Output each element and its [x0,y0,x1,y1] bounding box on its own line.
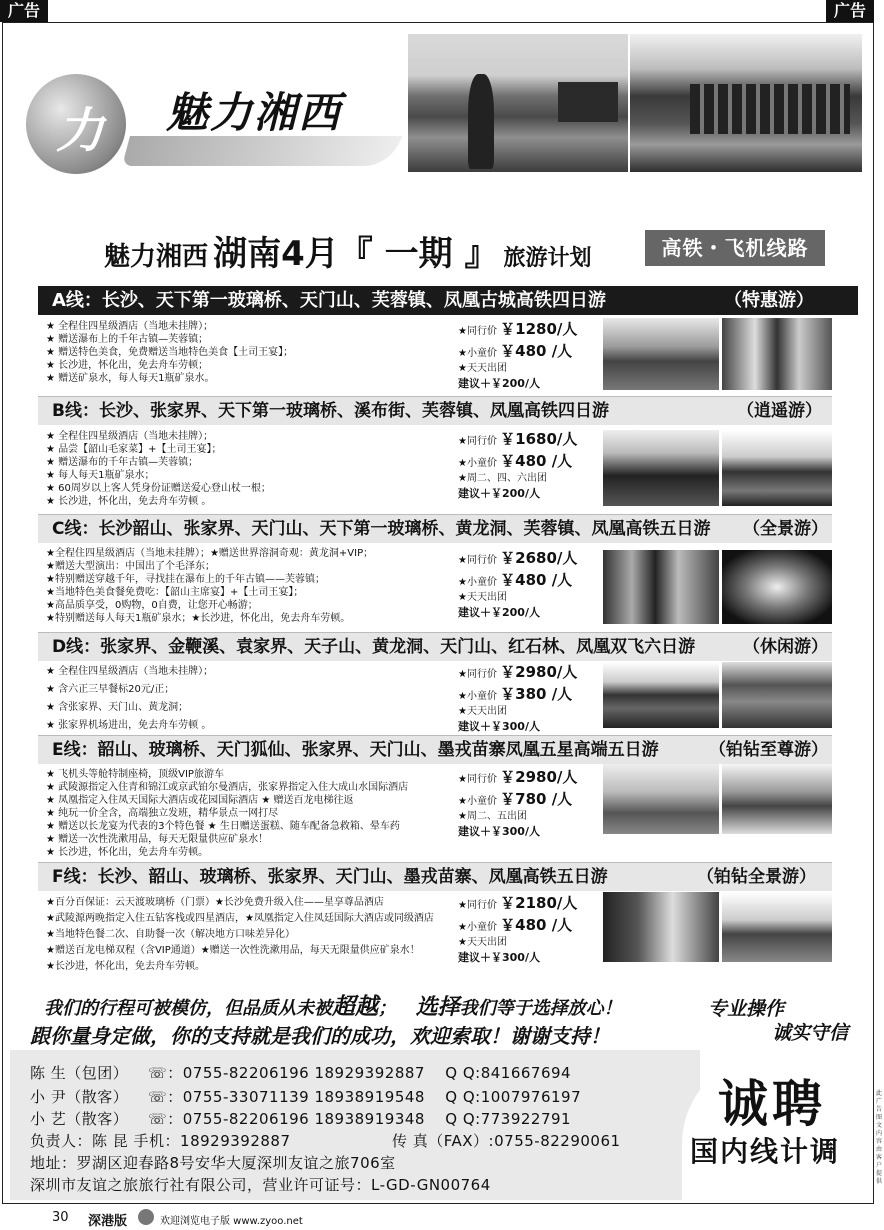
list-item: ★ 赠送一次性洗漱用品，每天无限量供应矿泉水！ [46,834,269,845]
departure: ★天天出团 [458,706,507,717]
route-b-photo-2 [722,430,832,506]
list-item: ★ 纯玩一价全含，高端独立发班，精华景点一网打尽 [46,808,279,819]
route-f-pricing [458,892,603,966]
list-item: ★ 60周岁以上客人凭身份证赠送爱心登山杖一根； [46,483,271,494]
phone-icon: ☏ [148,1110,168,1128]
peer-price: ￥2980/人 [500,768,578,786]
list-item: ★赠送大型演出：中国出了个毛泽东； [46,561,215,572]
route-e-features [46,768,456,859]
route-f-header [38,862,832,891]
slogan-line-2: 跟你量身定做，你的支持就是我们的成功，欢迎索取！谢谢支持！ [30,1024,610,1048]
list-item: ★武陵源两晚指定入住五钻客栈或四星酒店，★凤凰指定入住凤廷国际大酒店或同级酒店 [46,913,434,924]
list-item: ★ 含六正三早餐标20元/正； [46,684,175,695]
list-item: ★全程住四星级酒店（当地未挂牌）；★赠送世界溶洞奇观：黄龙洞+VIP； [46,548,374,559]
list-item: ★ 赠送矿泉水，每人每天1瓶矿泉水。 [46,373,215,384]
route-c-header [38,514,832,543]
slogan-honest: 诚实守信 [772,1022,849,1044]
child-price: ￥480 /人 [500,916,573,934]
suggested-price: 建议＋￥300/人 [458,951,540,964]
list-item: ★高品质享受，0购物，0自费，让您开心畅游； [46,600,258,611]
route-title: E线：韶山、玻璃桥、天门狐仙、张家界、天门山、墨戎苗寨凤凰五星高端五日游 [52,740,659,760]
headline-tail: 旅游计划 [503,246,592,271]
headline-main: 湖南4月『 一期 』 [213,234,499,274]
route-title: A线：长沙、天下第一玻璃桥、天门山、芙蓉镇、凤凰古城高铁四日游 [52,290,606,311]
departure: ★天天出团 [458,363,507,374]
ad-tag-right: 广告 [826,0,874,22]
slogan-emphasis: 超越 [332,994,378,1020]
slogan-professional: 专业操作 [708,998,785,1020]
list-item: ★ 全程住四星级酒店（当地未挂牌）； [46,321,214,332]
route-f-photo-2 [722,892,832,962]
contact-name: 小 尹（散客） [30,1088,129,1106]
contact-phones: ：0755-82206196 18938919348 [167,1110,425,1128]
peer-price: ￥1680/人 [500,430,578,448]
list-item: ★赠送百龙电梯双程（含VIP通道）★赠送一次性洗漱用品，每天无限量供应矿泉水！ [46,945,420,956]
child-price-label: ★小童价 [458,348,497,359]
route-a-features [46,320,456,385]
address: 地址：罗湖区迎春路8号安华大厦深圳友谊之旅706室 [30,1154,396,1172]
list-item: ★ 赠送特色美食，免费赠送当地特色美食【土司王宴】； [46,347,294,358]
route-c-photo-1 [603,550,719,624]
contact-row [30,1086,581,1107]
contact-phones: ：0755-33071139 18938919548 [167,1088,425,1106]
route-f-features [46,896,456,976]
route-a-pricing [458,318,603,392]
route-b-pricing [458,428,603,502]
child-price-label: ★小童价 [458,922,497,933]
route-b-photo-1 [603,430,719,506]
recruit-title: 诚聘 [718,1075,826,1133]
list-item: ★ 飞机头等舱特制座椅，顶级VIP旅游车 [46,769,224,780]
list-item: ★ 每人每天1瓶矿泉水； [46,470,155,481]
page-number: 30 [52,1210,69,1225]
route-tagline: （全景游） [743,519,828,539]
list-item: ★ 含张家界、天门山、黄龙洞； [46,702,189,713]
transport-badge: 高铁・飞机线路 [645,230,825,266]
list-item: ★ 长沙进，怀化出，免去舟车劳顿； [46,360,209,371]
departure: ★天天出团 [458,937,507,948]
list-item: ★ 张家界机场进出，免去舟车劳顿 。 [46,720,212,731]
route-e-photo-2 [722,764,832,834]
headline-brand: 魅力湘西 [104,242,209,272]
photo-fenghuang-town [630,34,862,172]
suggested-price: 建议＋￥200/人 [458,606,540,619]
side-note: 此广告图文内容由客户提供 [876,1090,883,1185]
route-b-features [46,430,456,508]
route-b-header [38,396,832,425]
list-item: ★当地特色餐二次、自助餐一次（解决地方口味差异化） [46,929,295,940]
contact-name: 小 艺（散客） [30,1110,129,1128]
child-price: ￥480 /人 [500,342,573,360]
list-item: ★百分百保证：云天渡玻璃桥（门票）★长沙免费升级入住——星享尊品酒店 [46,897,384,908]
peer-price-label: ★同行价 [458,900,497,911]
route-c-photo-2 [722,550,832,624]
peer-price-label: ★同行价 [458,669,497,680]
list-item: ★特别赠送每人每天1瓶矿泉水；★长沙进，怀化出，免去舟车劳顿。 [46,613,351,624]
manager-line: 负责人：陈 昆 手机：18929392887 [30,1132,291,1150]
route-tagline: （铂钻至尊游） [709,740,828,760]
child-price-label: ★小童价 [458,458,497,469]
peer-price: ￥1280/人 [500,320,578,338]
child-price: ￥780 /人 [500,790,573,808]
contact-qq: Q Q:773922791 [445,1110,572,1128]
list-item: ★ 品尝【韶山毛家菜】+【土司王宴】； [46,444,222,455]
route-f-photo-1 [603,892,719,962]
route-a-header [38,286,858,315]
recruit-position: 国内线计调 [690,1135,841,1168]
child-price: ￥380 /人 [500,685,573,703]
route-title: F线：长沙、韶山、玻璃桥、张家界、天门山、墨戎苗寨、凤凰高铁五日游 [52,867,608,887]
route-d-photo-1 [603,662,719,728]
list-item: ★ 全程住四星级酒店（当地未挂牌）； [46,666,214,677]
list-item: ★ 武陵源指定入住青和锦江或京武铂尔曼酒店，张家界指定入住大成山水国际酒店 [46,782,409,793]
peer-price-label: ★同行价 [458,555,497,566]
list-item: ★ 凤凰指定入住凤天国际大酒店或花园国际酒店 ★ 赠送百龙电梯往返 [46,795,354,806]
list-item: ★ 赠送以长龙宴为代表的3个特色餐 ★ 生日赠送蛋糕、随车配备急救箱、晕车药 [46,821,400,832]
route-d-header [38,632,832,661]
edition-logo-icon [138,1209,154,1225]
route-a-photo-1 [603,318,719,390]
peer-price: ￥2980/人 [500,663,578,681]
logo-mark: 力 [56,103,105,159]
suggested-price: 建议＋￥200/人 [458,377,540,390]
suggested-price: 建议＋￥300/人 [458,720,540,733]
logo [26,74,406,184]
route-a-photo-2 [722,318,832,390]
child-price-label: ★小童价 [458,577,497,588]
fax: 传 真（FAX）:0755-82290061 [392,1132,621,1150]
list-item: ★当地特色美食餐免费吃：【韶山主席宴】+【土司王宴】； [46,587,304,598]
route-title: C线：长沙韶山、张家界、天门山、天下第一玻璃桥、黄龙洞、芙蓉镇、凤凰高铁五日游 [52,519,711,539]
route-d-pricing [458,661,603,735]
slogan-text: 我们等于选择放心！ [459,998,622,1019]
contact-row [30,1108,571,1129]
child-price-label: ★小童价 [458,796,497,807]
photo-dancer-river [408,34,628,172]
edition-label: 深港版 [88,1214,128,1229]
route-e-pricing [458,766,603,840]
route-d-photo-2 [722,662,832,728]
phone-icon: ☏ [148,1088,168,1106]
suggested-price: 建议＋￥300/人 [458,825,540,838]
list-item: ★ 长沙进，怀化出，免去舟车劳顿 。 [46,496,212,507]
manager-row [30,1130,621,1151]
child-price: ￥480 /人 [500,452,573,470]
route-title: B线：长沙、张家界、天下第一玻璃桥、溪布街、芙蓉镇、凤凰高铁四日游 [52,401,609,421]
slogan-text: ； [378,998,396,1019]
headline [104,226,592,274]
route-tagline: （铂钻全景游） [697,867,816,887]
route-e-header [38,735,832,764]
child-price-label: ★小童价 [458,691,497,702]
list-item: ★ 全程住四星级酒店（当地未挂牌）； [46,431,214,442]
phone-icon: ☏ [148,1064,168,1082]
peer-price-label: ★同行价 [458,436,497,447]
route-title: D线：张家界、金鞭溪、袁家界、天子山、黄龙洞、天门山、红石林、凤凰双飞六日游 [52,637,696,657]
peer-price-label: ★同行价 [458,326,497,337]
peer-price-label: ★同行价 [458,774,497,785]
contact-name: 陈 生（包团） [30,1064,129,1082]
peer-price: ￥2180/人 [500,894,578,912]
list-item: ★ 赠送瀑布上的千年古镇—芙蓉镇； [46,334,209,345]
route-c-features [46,547,456,625]
departure: ★天天出团 [458,592,507,603]
departure: ★周二、四、六出团 [458,473,547,484]
contact-row [30,1062,571,1083]
license: 深圳市友谊之旅旅行社有限公司，营业许可证号：L-GD-GN00764 [30,1176,491,1194]
child-price: ￥480 /人 [500,571,573,589]
list-item: ★ 长沙进，怀化出，免去舟车劳顿。 [46,847,209,858]
contact-qq: Q Q:841667694 [445,1064,572,1082]
slogan-text: 我们的行程可被模仿，但品质从未被 [44,998,332,1019]
website: 欢迎浏览电子版 www.zyoo.net [160,1216,303,1227]
logo-swoosh [122,136,402,166]
route-e-photo-1 [603,764,719,834]
slogan-line-1 [44,988,622,1021]
peer-price: ￥2680/人 [500,549,578,567]
route-c-pricing [458,547,603,621]
slogan-emphasis: 选择 [415,995,460,1020]
route-tagline: （特惠游） [724,290,814,311]
route-d-features [46,665,456,737]
departure: ★周二、五出团 [458,811,527,822]
list-item: ★特别赠送穿越千年，寻找挂在瀑布上的千年古镇——芙蓉镇； [46,574,325,585]
suggested-price: 建议＋￥200/人 [458,487,540,500]
ad-tag-left: 广告 [0,0,48,22]
route-tagline: （逍遥游） [737,401,822,421]
list-item: ★ 赠送瀑布的千年古镇—芙蓉镇； [46,457,199,468]
contact-qq: Q Q:1007976197 [445,1088,582,1106]
logo-text: 魅力湘西 [166,88,343,137]
route-tagline: （休闲游） [743,637,828,657]
list-item: ★长沙进，怀化出，免去舟车劳顿。 [46,961,205,972]
contact-phones: ：0755-82206196 18929392887 [167,1064,425,1082]
